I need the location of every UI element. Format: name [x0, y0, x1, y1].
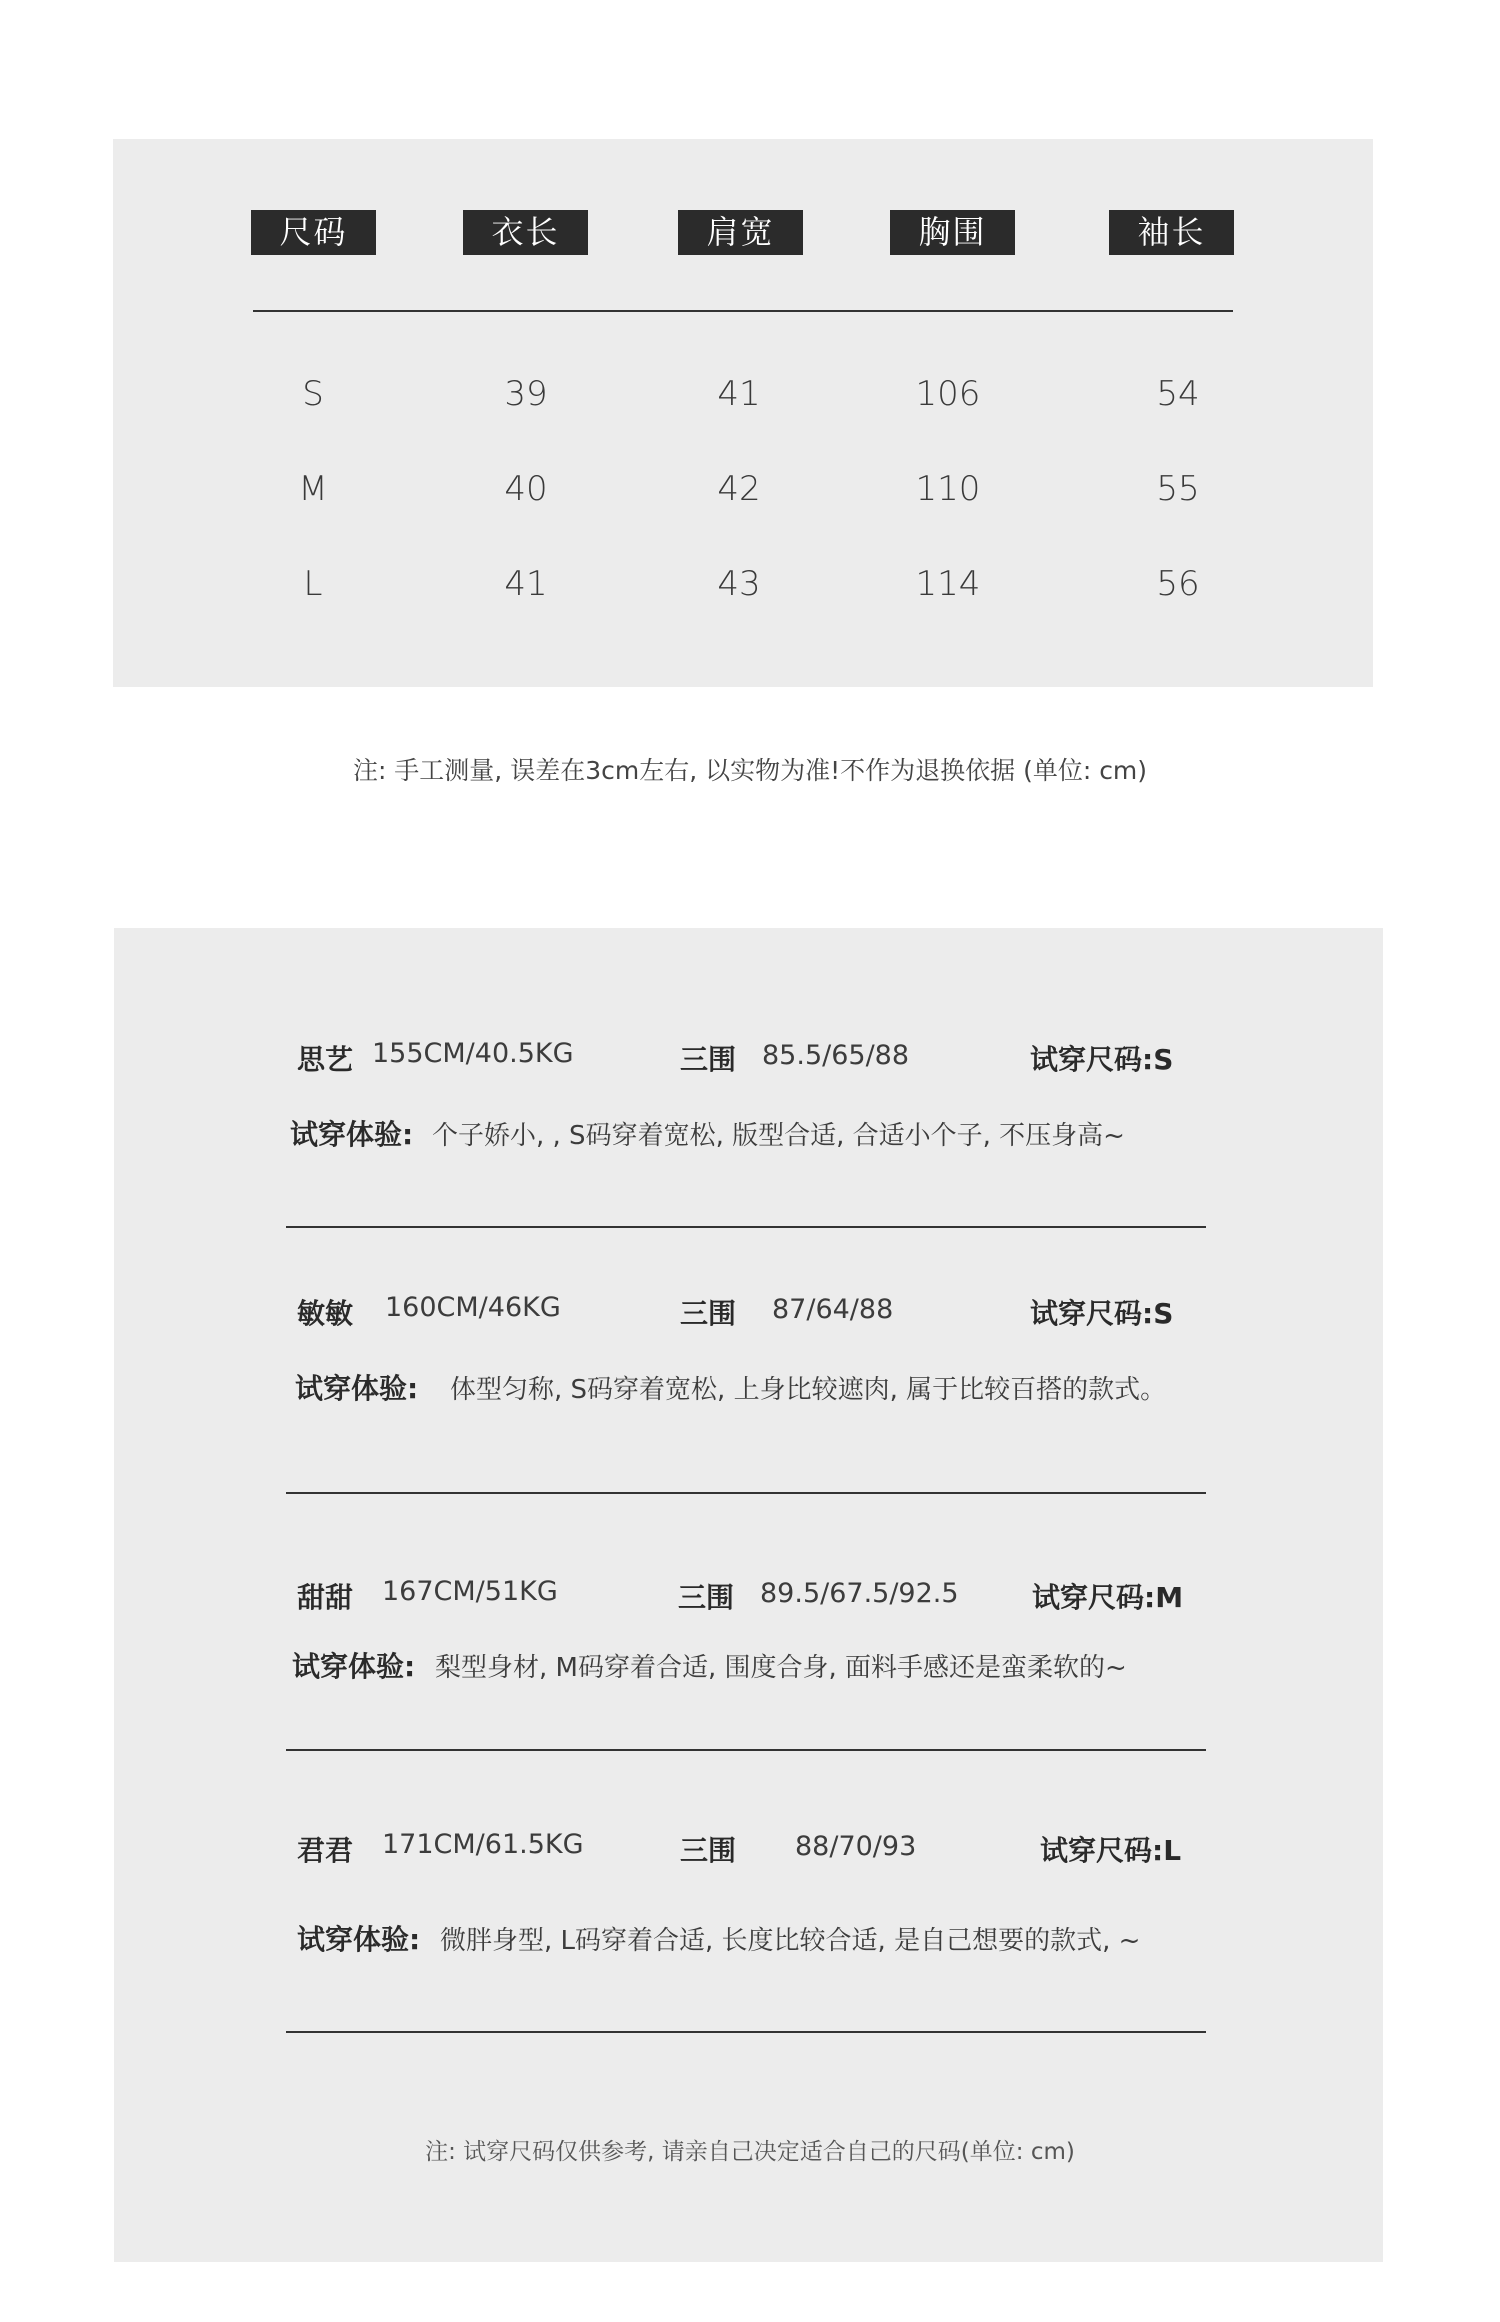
divider [286, 1492, 1206, 1494]
tryon-size: 试穿尺码:S [1030, 1043, 1174, 1076]
size-note: 注: 手工测量, 误差在3cm左右, 以实物为准!不作为退换依据 (单位: cm) [352, 756, 1148, 785]
measurements-label: 三围 [678, 1581, 735, 1614]
table-cell-sleeve: 54 [1156, 374, 1200, 414]
divider [286, 1226, 1206, 1228]
tryon-size: 试穿尺码:M [1032, 1581, 1184, 1614]
table-cell-sleeve: 56 [1156, 564, 1200, 604]
header-length: 衣长 [463, 210, 588, 255]
table-cell-shoulder: 41 [717, 374, 761, 414]
table-cell-length: 41 [504, 564, 548, 604]
model-stats: 160CM/46KG [385, 1292, 561, 1323]
model-stats: 155CM/40.5KG [372, 1038, 574, 1069]
measurements-label: 三围 [680, 1834, 737, 1867]
table-cell-shoulder: 42 [717, 469, 761, 509]
table-cell-shoulder: 43 [717, 564, 761, 604]
table-cell-chest: 110 [915, 469, 981, 509]
measurements-label: 三围 [680, 1297, 737, 1330]
tryon-size: 试穿尺码:L [1040, 1834, 1182, 1867]
table-cell-length: 40 [504, 469, 548, 509]
measurements-label: 三围 [680, 1043, 737, 1076]
experience-label: 试穿体验: [295, 1372, 419, 1405]
model-name: 敏敏 [297, 1297, 354, 1330]
model-stats: 167CM/51KG [382, 1576, 558, 1607]
experience-text: 梨型身材, M码穿着合适, 围度合身, 面料手感还是蛮柔软的~ [435, 1653, 1127, 1683]
experience-label: 试穿体验: [297, 1923, 421, 1956]
experience-label: 试穿体验: [292, 1650, 416, 1683]
table-cell-length: 39 [504, 374, 548, 414]
experience-text: 个子娇小, , S码穿着宽松, 版型合适, 合适小个子, 不压身高~ [432, 1121, 1125, 1151]
model-measurements: 87/64/88 [772, 1294, 894, 1325]
experience-text: 微胖身型, L码穿着合适, 长度比较合适, 是自己想要的款式, ~ [440, 1926, 1141, 1956]
table-cell-chest: 114 [915, 564, 981, 604]
tryon-note: 注: 试穿尺码仅供参考, 请亲自己决定适合自己的尺码(单位: cm) [425, 2139, 1075, 2165]
header-shoulder: 肩宽 [678, 210, 803, 255]
header-sleeve: 袖长 [1109, 210, 1234, 255]
model-measurements: 89.5/67.5/92.5 [760, 1578, 959, 1609]
model-measurements: 88/70/93 [795, 1831, 917, 1862]
table-cell-size: M [298, 469, 328, 509]
experience-label: 试穿体验: [290, 1118, 414, 1151]
experience-text: 体型匀称, S码穿着宽松, 上身比较遮肉, 属于比较百搭的款式。 [450, 1375, 1167, 1405]
divider [286, 2031, 1206, 2033]
divider [286, 1749, 1206, 1751]
table-cell-size: L [303, 564, 323, 604]
model-measurements: 85.5/65/88 [762, 1040, 910, 1071]
header-chest: 胸围 [890, 210, 1015, 255]
header-size: 尺码 [251, 210, 376, 255]
model-name: 思艺 [297, 1043, 354, 1076]
table-cell-sleeve: 55 [1156, 469, 1200, 509]
model-name: 君君 [297, 1834, 354, 1867]
tryon-size: 试穿尺码:S [1030, 1297, 1174, 1330]
table-cell-size: S [302, 374, 324, 414]
header-divider [253, 310, 1233, 312]
model-stats: 171CM/61.5KG [382, 1829, 584, 1860]
table-cell-chest: 106 [915, 374, 981, 414]
model-name: 甜甜 [297, 1581, 354, 1614]
